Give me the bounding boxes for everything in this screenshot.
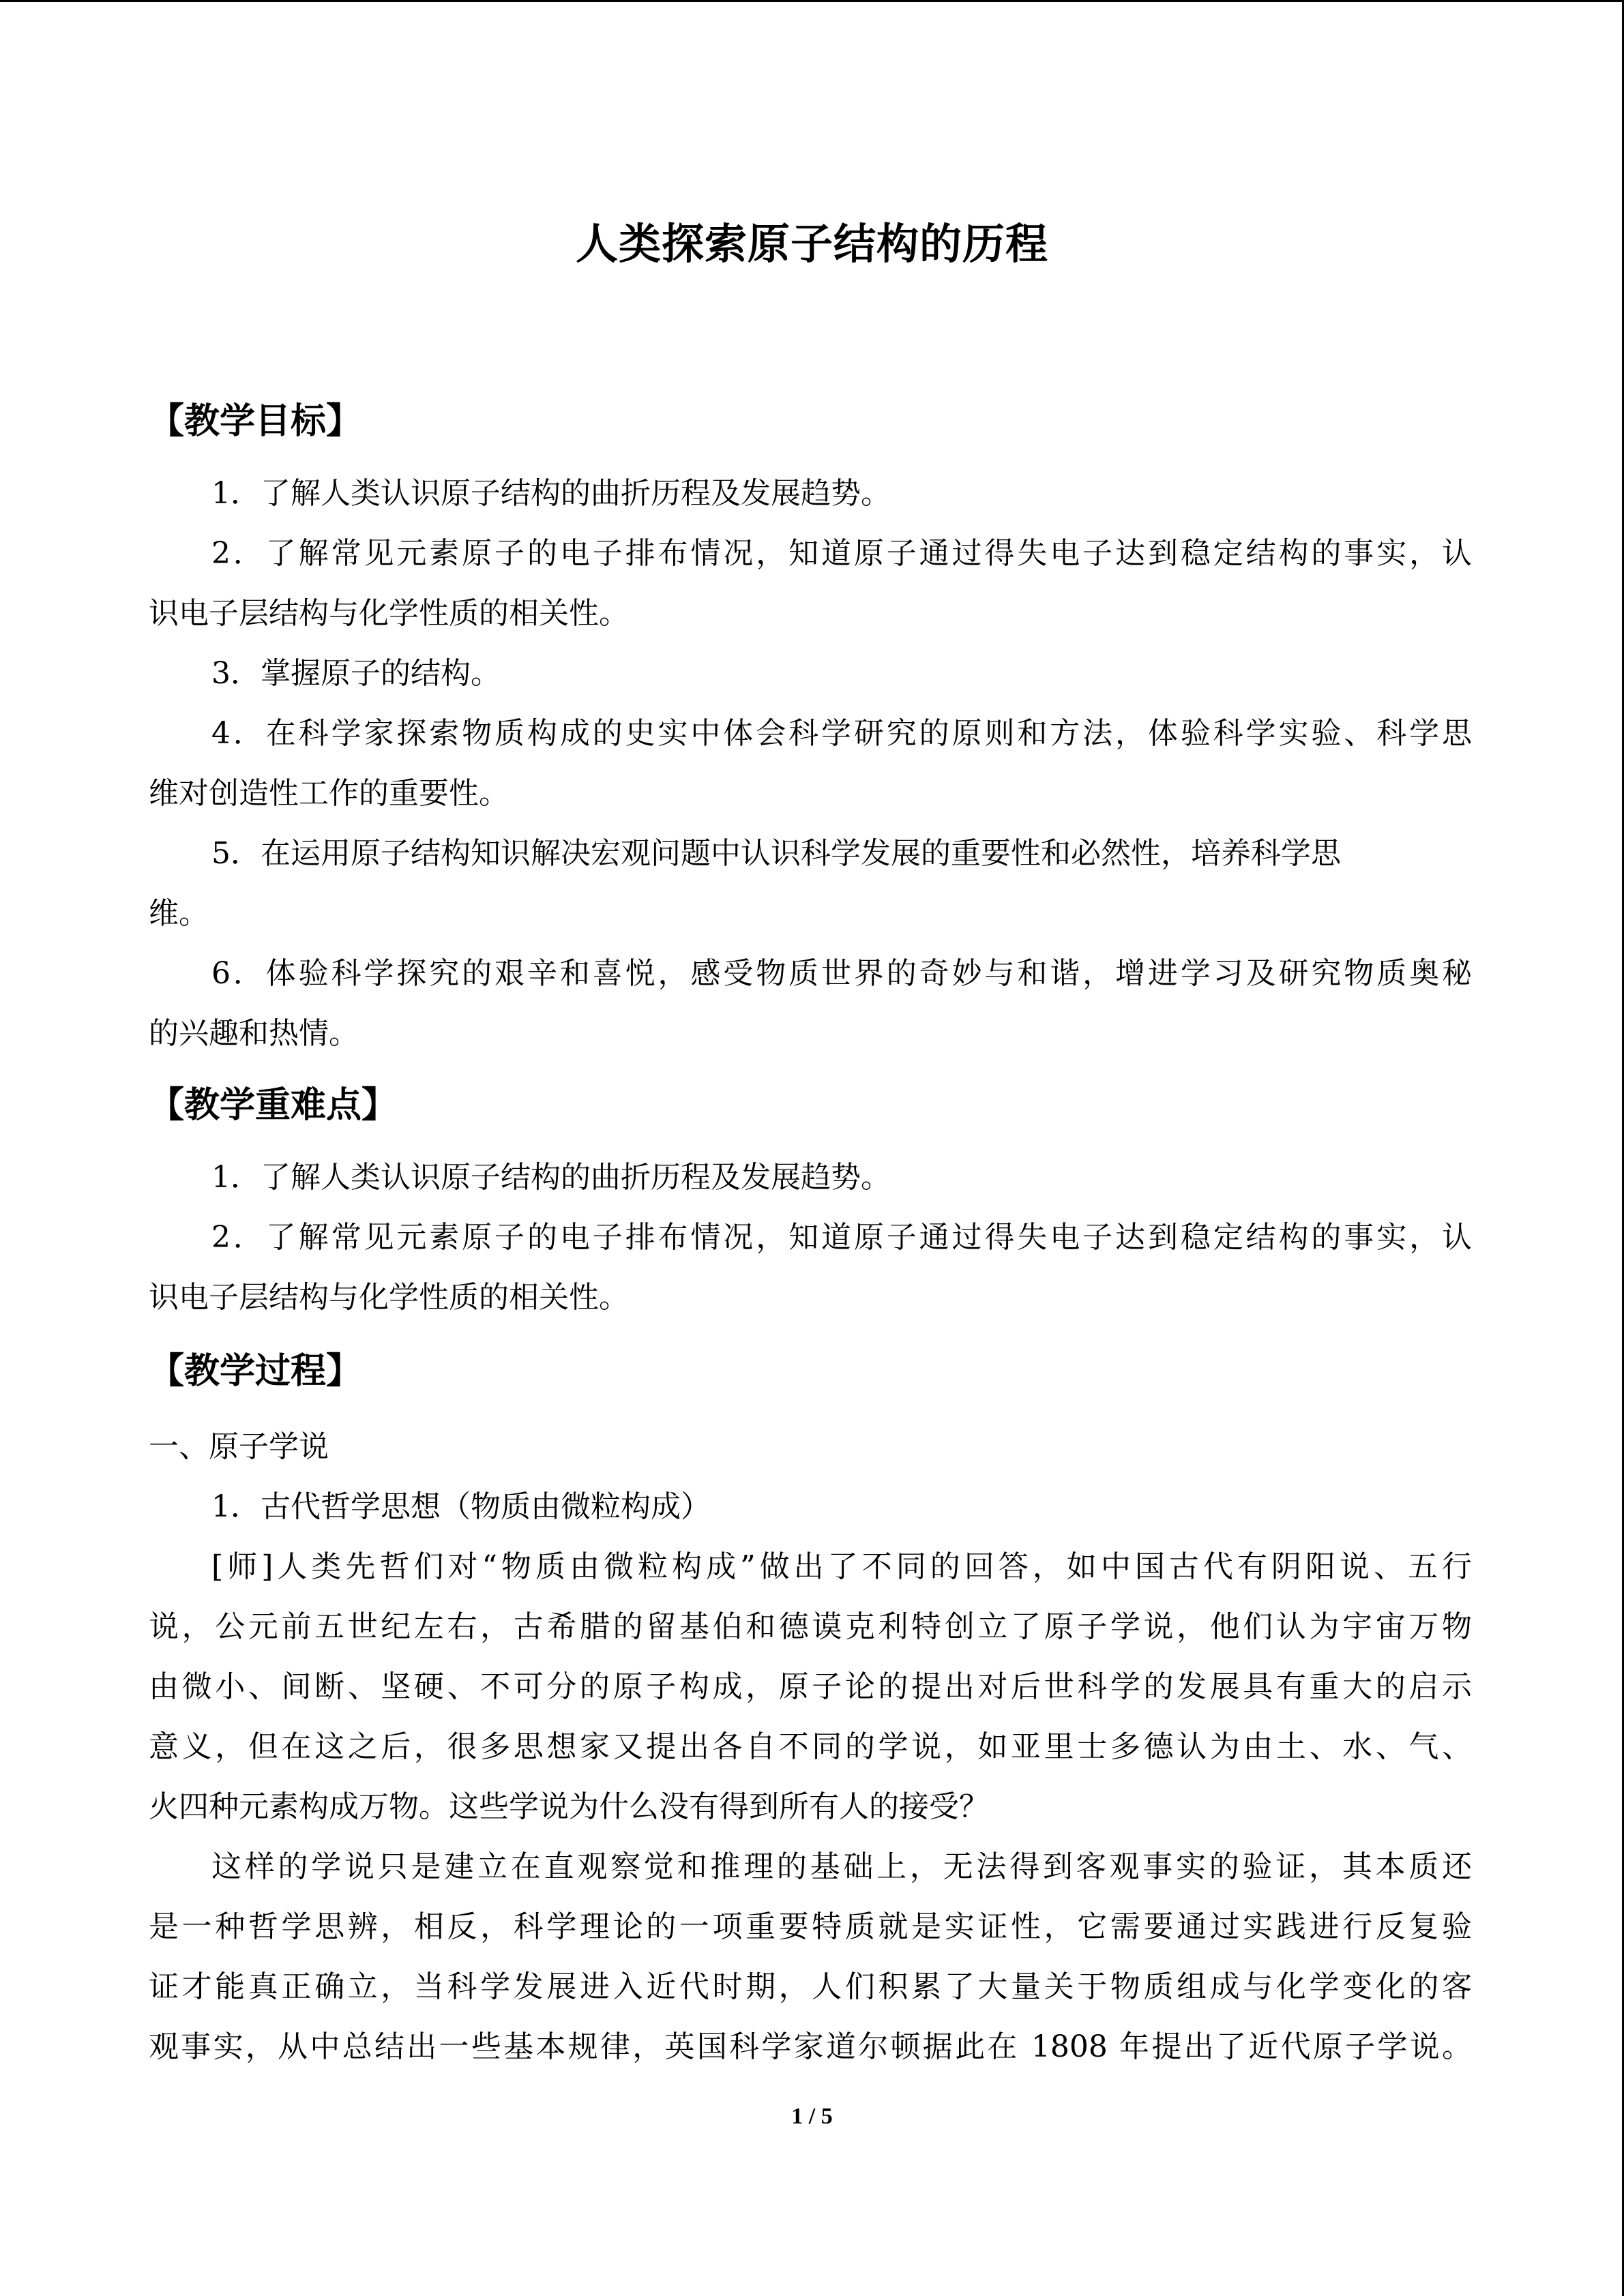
goal-line: 识电子层结构与化学性质的相关性。 bbox=[149, 596, 629, 631]
goal-line: 1．了解人类认识原子结构的曲折历程及发展趋势。 bbox=[211, 476, 891, 511]
goal-line: 维对创造性工作的重要性。 bbox=[149, 776, 509, 811]
process-line: 一、原子学说 bbox=[149, 1429, 329, 1464]
goal-line: 4．在科学家探索物质构成的史实中体会科学研究的原则和方法，体验科学实验、科学思 bbox=[211, 716, 1472, 751]
goal-line: 6．体验科学探究的艰辛和喜悦，感受物质世界的奇妙与和谐，增进学习及研究物质奥秘 bbox=[211, 956, 1472, 991]
keypoint-line: 识电子层结构与化学性质的相关性。 bbox=[149, 1280, 629, 1315]
process-line: 说，公元前五世纪左右，古希腊的留基伯和德谟克利特创立了原子学说，他们认为宇宙万物 bbox=[149, 1609, 1472, 1644]
process-line: [师]人类先哲们对“物质由微粒构成”做出了不同的回答，如中国古代有阴阳说、五行 bbox=[211, 1549, 1472, 1584]
process-line: 是一种哲学思辨，相反，科学理论的一项重要特质就是实证性，它需要通过实践进行反复验 bbox=[149, 1909, 1472, 1944]
goal-line: 2．了解常见元素原子的电子排布情况，知道原子通过得失电子达到稳定结构的事实，认 bbox=[211, 536, 1472, 571]
process-line: 意义，但在这之后，很多思想家又提出各自不同的学说，如亚里士多德认为由土、水、气、 bbox=[149, 1729, 1472, 1764]
goal-line: 维。 bbox=[149, 896, 209, 931]
section-heading-keypoints: 【教学重难点】 bbox=[149, 1085, 398, 1126]
keypoint-line: 2．了解常见元素原子的电子排布情况，知道原子通过得失电子达到稳定结构的事实，认 bbox=[211, 1220, 1472, 1255]
process-line: 火四种元素构成万物。这些学说为什么没有得到所有人的接受？ bbox=[149, 1789, 989, 1824]
process-line: 这样的学说只是建立在直观察觉和推理的基础上，无法得到客观事实的验证，其本质还 bbox=[211, 1849, 1472, 1884]
keypoint-line: 1．了解人类认识原子结构的曲折历程及发展趋势。 bbox=[211, 1160, 891, 1195]
document-title: 人类探索原子结构的历程 bbox=[575, 219, 1048, 269]
goal-line: 5．在运用原子结构知识解决宏观问题中认识科学发展的重要性和必然性，培养科学思 bbox=[211, 836, 1341, 871]
process-line: 由微小、间断、坚硬、不可分的原子构成，原子论的提出对后世科学的发展具有重大的启示 bbox=[149, 1669, 1472, 1704]
section-heading-process: 【教学过程】 bbox=[149, 1351, 362, 1392]
page-top-border bbox=[0, 0, 1624, 2]
process-line: 证才能真正确立，当科学发展进入近代时期，人们积累了大量关于物质组成与化学变化的客 bbox=[149, 1969, 1472, 2004]
goal-line: 3．掌握原子的结构。 bbox=[211, 656, 501, 691]
page-number: 1 / 5 bbox=[791, 2104, 833, 2129]
section-heading-goals: 【教学目标】 bbox=[149, 401, 362, 442]
process-line: 观事实，从中总结出一些基本规律，英国科学家道尔顿据此在 1808 年提出了近代原子学说。 bbox=[149, 2029, 1472, 2064]
goal-line: 的兴趣和热情。 bbox=[149, 1016, 359, 1051]
process-line: 1．古代哲学思想（物质由微粒构成） bbox=[211, 1489, 711, 1524]
